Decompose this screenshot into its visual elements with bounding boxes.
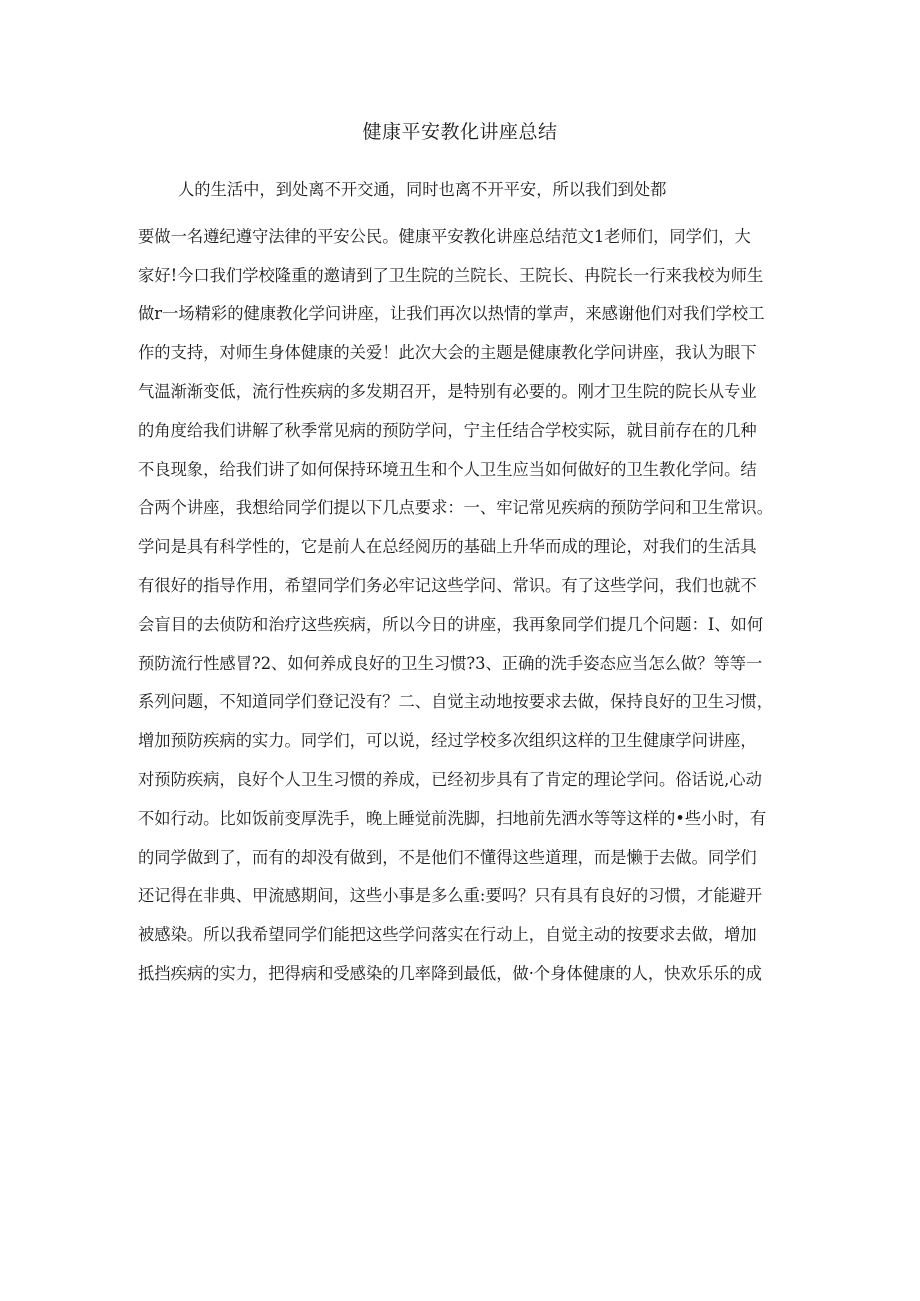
paragraph-line: 人的生活中，到处离不开交通，同时也离不开平安，所以我们到处都 — [178, 180, 667, 199]
paragraph-line: 做r一场精彩的健康教化学问讲座，让我们再次以热情的掌声，来感谢他们对我们学校工 — [138, 304, 765, 324]
paragraph-line: 的角度给我们讲解了秋季常见病的预防学问，宁主任结合学校实际，就目前存在的几种 — [138, 420, 757, 440]
paragraph-line: 被感染。所以我希望同学们能把这些学问落实在行动上，自觉主动的按要求去做，增加 — [138, 925, 757, 945]
document-body — [138, 171, 798, 994]
paragraph-line: 学问是具有科学性的，它是前人在总经阅历的基础上升华而成的理论，对我们的生活具 — [138, 537, 757, 557]
document-title: 健康平安教化讲座总结 — [362, 121, 558, 143]
paragraph-line: 对预防疾病，良好个人卫生习惯的养成，已经初步具有了肯定的理论学问。俗话说,心动 — [138, 769, 762, 789]
paragraph-line: 要做一名遵纪遵守法律的平安公民。健康平安教化讲座总结范文1老师们，同学们，大 — [138, 226, 751, 246]
paragraph-line: 气温渐渐变低，流行性疾病的多发期召开，是特别有必要的。刚才卫生院的院长从专业 — [138, 381, 757, 401]
paragraph-line: 的同学做到了，而有的却没有做到，不是他们不懂得这些道理，而是懒于去做。同学们 — [138, 847, 757, 867]
paragraph-line: 系列问题，不知道同学们登记没有？二、自觉主动地按要求去做，保持良好的卫生习惯， — [138, 692, 773, 712]
paragraph-line: 增加预防疾病的实力。同学们，可以说，经过学校多次组织这样的卫生健康学问讲座， — [138, 731, 757, 751]
paragraph-line: 还记得在非典、甲流感期间，这些小事是多么重:要吗？只有具有良好的习惯，才能避开 — [138, 886, 763, 906]
paragraph-line: 作的支持，对师生身体健康的关爱！此次大会的主题是健康教化学问讲座，我认为眼下 — [138, 343, 757, 363]
paragraph-line: 有很好的指导作用，希望同学们务必牢记这些学问、常识。有了这些学问，我们也就不 — [138, 575, 757, 595]
paragraph-line: 家好!今口我们学校隆重的邀请到了卫生院的兰院长、王院长、冉院长一行来我校为师生 — [138, 265, 764, 285]
paragraph-line: 不良现象，给我们讲了如何保持环境丑生和个人卫生应当如何做好的卫生教化学问。结 — [138, 459, 757, 479]
paragraph-line: 不如行动。比如饭前变厚洗手，晚上睡觉前洗脚，扫地前先洒水等等这样的•些小时，有 — [138, 808, 767, 828]
paragraph-line: 抵挡疾病的实力，把得病和受感染的几率降到最低，做·个身体健康的人，快欢乐乐的成 — [138, 963, 762, 983]
paragraph-line: 合两个讲座，我想给同学们提以下几点要求：一、牢记常见疾病的预防学问和卫生常识。 — [138, 498, 773, 518]
paragraph-line: 预防流行性感冒?2、如何养成良好的卫生习惯?3、正确的洗手姿态应当怎么做？等等一 — [138, 653, 763, 673]
paragraph-line: 会盲目的去侦防和治疗这些疾病，所以今日的讲座，我再象同学们提几个问题：I、如何 — [138, 614, 764, 634]
